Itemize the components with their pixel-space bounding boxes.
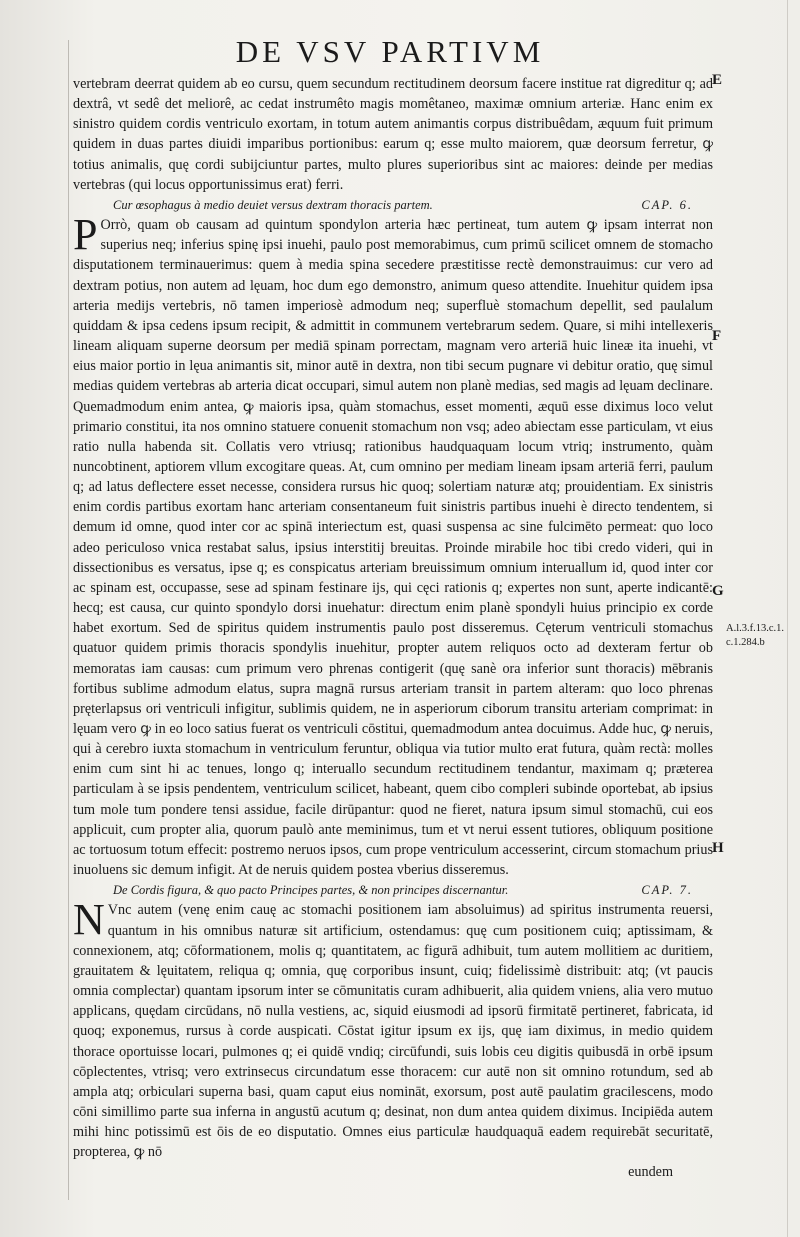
chapter-7-heading [73, 880, 713, 900]
paragraph-1: vertebram deerrat quidem ab eo cursu, quem secundum rectitudinem deorsum facere institue rat digreditur q; ad dextrâ, vt sedê det meliorê, ac cedat instrumêto magis momêtaneo, maximæ omnium arteriæ. Hanc enim ex sinistro quidem cordis ventriculo exortam, in totum autem animantis corpus distribuêdam, æquum fuit primum quidem in duas partes diuidi imparibus portionibus: earum q; esse multo maiorem, quæ deorsum ferretur, ꝙ totius animalis, quę cordi subijciuntur partes, multo plures superioribus sint ac maiores: deinde per medias vertebras (qui locus opportunissimus erat) ferri. [73, 76, 713, 193]
chapter-6-heading [73, 195, 713, 215]
margin-mark-H: H [712, 840, 724, 856]
paragraph-3-text: Vnc autem (venę enim cauę ac stomachi positionem iam absoluimus) ad spiritus instrumenta reuersi, quantum in his omnibus naturæ sit artificium, ostendamus: quę cum positionem cuiq; aptissimam, & connexionem, atq; cōformationem, molis q; quantitatem, ac figurā adhibuit, tum autem mollitiem ac duritiem, grauitatem & lęuitatem, reliqua q; omnia, quę corporibus insunt, cuiq; fidelissimè distribuit: atq; (vt paucis omnia complectar) quantam ipsorum inter se cōmunitatis curam adhibuerit, alia quidem vniens, alia vero mutuo applicans, quędam circūdans, nō nulla vestiens, ac, siquid eiusmodi ad ipsorū firmitatē pertineret, fabricata, id quoq; exponemus, rursus à corde auspicati. Cōstat igitur ipsum ex ijs, quę iam diximus, in medio quidem thorace oportuisse locari, pulmones q; ei quidē vndiq; circūfundi, suis lobis ceu digitis quibusdā in orbē ipsum cōplectentes, vtrisq; vero extrinsecus circundatum esse thoracem: cur autē non sit omnino rotundum, sed ab ampla atq; orbiculari superna basi, quam caput eius nomināt, exorsum, post autē paulatim gracilescens, modo cōni simillimo parte sua inferna in angustū acutum q; desinat, non dum antea quidem diximus. Incipiēda autem mihi hinc potissimū est ōis de eo disputatio. Omnes eius particulæ haudquaquā eadem requirebāt securitatē, propterea, ꝙ nō [73, 902, 713, 1161]
paragraph-2 [73, 210, 713, 880]
margin-mark-E: E [712, 72, 723, 88]
margin-mark-F: F [712, 328, 722, 344]
main-text [73, 74, 713, 1183]
catchword: eundem [628, 1164, 673, 1181]
chapter-7-title: De Cordis figura, & quo pacto Principes partes, & non principes discernantur. [113, 883, 509, 898]
marginal-note [726, 622, 784, 650]
paragraph-2-text: Orrò, quam ob causam ad quintum spondylon arteria hæc pertineat, tum autem ꝙ ipsam interrat non superius neq; inferius spinę ipsi inuehi, paulo post memorabimus, cum primū scilicet omnem de stomacho disputationem terminauerimus: quem à media spina secedere præstitisse rectè demonstrauimus: cur vero ad dextram potius, non autem ad lęuam, hoc dum ego demonstro, animum queso attendite. Inuehitur quidem ipsa arteria medijs vertebris, nō tamen imperiosè admodum neq; superfluè stomachum depellit, sed paulalum quiddam & ipsa cedens ipsum recipit, & admittit in communem vertebrarum sedem. Quare, si mihi intellexeris lineam aliquam superne deorsum per mediā spinam porrectam, magnam vero arteriā huic lineæ ita inuehi, vt eius maior portio in lęua animantis sit, minor autē in dextra, non tibi secum pugnare vi debitur oratio, quę simul medias quidem vertebras ab arteria dicat occupari, simul autem non planè medias, sed magis ad lęuam declinare. Quemadmodum enim antea, ꝙ maioris ipsa, quàm stomachus, esset momenti, æquū esse diximus loco velut primario constitui, ita nos omnino statuere conuenit stomachum non vsq; adeo abiectam esse particulam, vt eius ratio nulla habenda sit. Collatis vero vtriusq; rationibus haudquaquam locum vtriq; instrumento, quàm nuncobtinent, aptiorem vllum excogitare queas. At, cum omnino per mediam lineam ipsam arteriā ferri, paulum q; ad latus deflectere esset necesse, considera rursus hic quoq; solertiam naturæ atq; prouidentiam. Ex sinistris enim cordis partibus exortam hanc arteriam consentaneum fuit sinistris partibus inuehi è directo tendentem, si demum id omne, quod inter cor ac spinā interiectum est, quasi suspensa ac sine fulcimēto permeat: quo loco adeo periculoso vnica restabat salus, ipsius interstitij breuitas. Proinde mirabile hoc tibi credo videri, qui in dissectionibus es versatus, ipse q; es conspicatus arteriam breuissimum omnium interuallum id, quod inter cor ac spinam est, occupasse, sese ad spinam festinare ijs, qui cęci rationis q; expertes non sunt, aperte indicantē: hecq; est causa, cur quinto spondylo dorsi inuehatur: directum enim planè spondyli huius principio ex corde habet exortum. Sed de spiritus quidem instrumentis paulo post disseremus. Cęterum ventriculi stomachus quatuor quidem primis thoracis spondylis inuehitur, propter autem reliquos octo ad dexteram fertur ob memoratas iam causas: cum primum vero phrenas contigerit (quę sanè ora inferior sunt thoracis) mēbranis fortibus sublime admodum elatus, supra magnā rursus arteriam transit in partem alteram: quo loco phrenas pręterlapsus ori ventriculi infigitur, sublimis quidem, ne in asperiorum ciborum transitu arteriam comprimat: in lęuam vero ꝙ in eo loco satius fuerat os ventriculi cōstitui, quemadmodum antea docuimus. Adde huc, ꝙ neruis, qui à cerebro iuxta stomachum in ventriculum feruntur, obliqua via tutior multo erat futura, quàm rectà: molles enim cum sint hi ac tenues, longo q; interuallo secundum rectitudinem tendantur, maximam q; præterea particulam à se ipsis pendentem, ventriculum scilicet, habeant, quem cibo compleri subinde oportebat, ab ipsius tum mole tum pondere tensi assidue, facile dirūpantur: quod ne fieret, natura ipsum simul stomachū, cui eos applicuit, cum propter alia, quorum paulò ante meminimus, tum et vt nerui essent tutiores, obliquum positione ac tortuosum totum effecit: postremo neruos ipsos, cum prope ventriculum accesserint, circum stomachum prius inuoluens sic demum infigit. At de neruis quidem postea vberius disseremus. [73, 217, 713, 879]
drop-cap-P: P [73, 210, 98, 260]
chapter-6-title: Cur œsophagus à medio deuiet versus dextram thoracis partem. [113, 197, 433, 212]
marginal-note-line-1: A.l.3.f.13.c.1. [726, 623, 785, 634]
chapter-7-number: CAP. 7. [641, 883, 693, 898]
marginal-note-line-2: c.1.284.b [726, 637, 765, 648]
chapter-6-number: CAP. 6. [641, 197, 693, 212]
drop-cap-N: N [73, 895, 105, 945]
running-header: DE VSV PARTIVM [235, 34, 545, 69]
margin-mark-G: G [712, 583, 724, 599]
paragraph-3 [73, 895, 713, 1162]
